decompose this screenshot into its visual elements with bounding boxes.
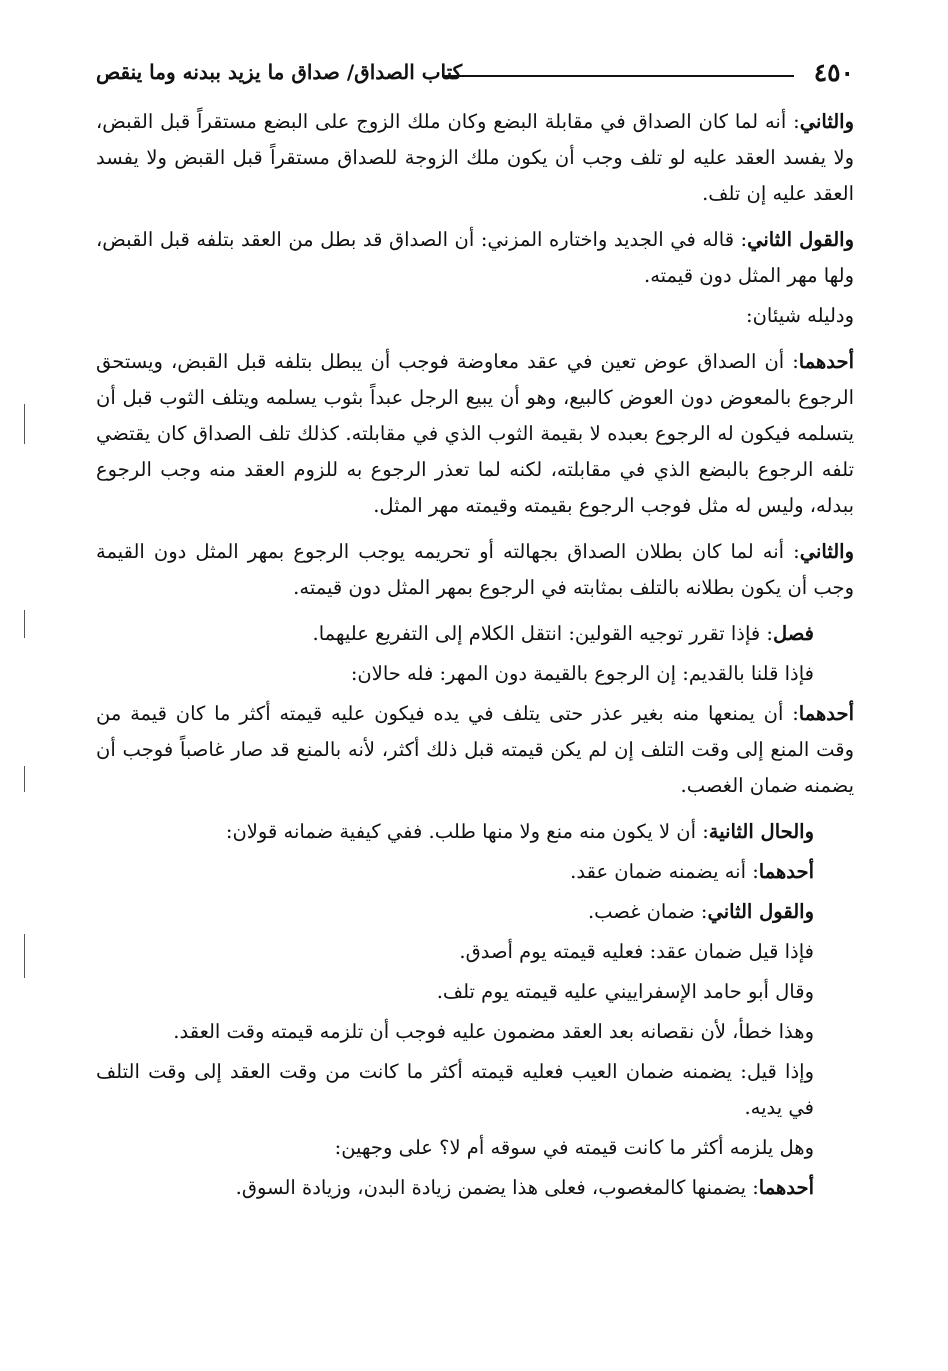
paragraph: [96, 534, 854, 606]
paragraph-text: : أن الصداق عوض تعين في عقد معاوضة فوجب أن يبطل بتلفه قبل القبض، ويستحق الرجوع بالمعوض دون العوض كالبيع، وهو أن يبيع الرجل عبداً بثوب يسلمه ويتلف الثوب قبل أن يتسلمه فيكون له الرجوع بعبده لا بقيمة الثوب الذي في مقابلته. كذلك تلف الصداق كان يقتضي تلفه الرجوع بالبضع الذي في مقابلته، لكنه لما تعذر الرجوع به للزوم العقد منه وجب الرجوع ببدله، وليس له مثل فوجب الرجوع بقيمته وقيمته مهر المثل.: [96, 350, 854, 517]
paragraph: [96, 1014, 854, 1050]
paragraph-text: فإذا قيل ضمان عقد: فعليه قيمته يوم أصدق.: [459, 940, 814, 963]
paragraph: [96, 222, 854, 294]
paragraph: [96, 814, 854, 850]
page-header: [96, 58, 854, 90]
paragraph: [96, 298, 854, 334]
paragraph: [96, 854, 854, 890]
paragraph-text: وقال أبو حامد الإسفراييني عليه قيمته يوم تلف.: [436, 980, 814, 1003]
paragraph: [96, 1054, 854, 1126]
paragraph: [96, 696, 854, 804]
paragraph: [96, 104, 854, 212]
header-rule: [442, 75, 794, 77]
page-body: [96, 104, 854, 1210]
paragraph-text: : أنه يضمنه ضمان عقد.: [570, 860, 759, 883]
paragraph-text: ودليله شيئان:: [746, 304, 854, 327]
paragraph: [96, 656, 854, 692]
paragraph-lead: والثاني: [799, 540, 854, 563]
page-number: ٤٥٠: [813, 58, 854, 87]
paragraph: [96, 1130, 854, 1166]
paragraph: [96, 934, 854, 970]
paragraph-lead: والحال الثانية: [708, 820, 814, 843]
paragraph-text: وهل يلزمه أكثر ما كانت قيمته في سوقه أم لا؟ على وجهين:: [334, 1136, 814, 1159]
margin-mark: [24, 934, 25, 978]
paragraph-lead: أحدهما: [798, 350, 854, 373]
paragraph-text: : أن يمنعها منه بغير عذر حتى يتلف في يده فيكون عليه قيمته أكثر ما كان قيمة من وقت المنع إلى وقت التلف إن لم يكن قيمته قبل ذلك أكثر، لأنه بالمنع قد صار غاصباً فوجب أن يضمنه ضمان الغصب.: [96, 702, 854, 797]
paragraph-text: : فإذا تقرر توجيه القولين: انتقل الكلام إلى التفريع عليهما.: [312, 622, 773, 645]
paragraph: [96, 974, 854, 1010]
paragraph-lead: والقول الثاني: [747, 228, 854, 251]
paragraph: [96, 616, 854, 652]
paragraph-lead: فصل: [773, 622, 814, 645]
margin-mark: [24, 404, 25, 444]
paragraph-text: وإذا قيل: يضمنه ضمان العيب فعليه قيمته أكثر ما كانت من وقت العقد إلى وقت التلف في يديه.: [96, 1060, 814, 1119]
paragraph-lead: والقول الثاني: [707, 900, 814, 923]
paragraph-lead: أحدهما: [758, 860, 814, 883]
paragraph-text: فإذا قلنا بالقديم: إن الرجوع بالقيمة دون المهر: فله حالان:: [350, 662, 814, 685]
paragraph-text: : أنه لما كان بطلان الصداق بجهالته أو تحريمه يوجب الرجوع بمهر المثل دون القيمة وجب أن يكون بطلانه بالتلف بمثابته في الرجوع بمهر المثل دون قيمته.: [96, 540, 854, 599]
running-title: كتاب الصداق/ صداق ما يزيد ببدنه وما ينقص: [96, 60, 463, 84]
paragraph-lead: والثاني: [799, 110, 854, 133]
paragraph: [96, 1170, 854, 1206]
paragraph: [96, 344, 854, 524]
paragraph-text: : ضمان غصب.: [587, 900, 708, 923]
margin-mark: [24, 766, 25, 792]
paragraph-lead: أحدهما: [758, 1176, 814, 1199]
paragraph-text: وهذا خطأ، لأن نقصانه بعد العقد مضمون عليه فوجب أن تلزمه قيمته وقت العقد.: [173, 1020, 814, 1043]
margin-mark: [24, 610, 25, 638]
paragraph-text: : يضمنها كالمغصوب، فعلى هذا يضمن زيادة البدن، وزيادة السوق.: [235, 1176, 759, 1199]
paragraph-lead: أحدهما: [798, 702, 854, 725]
paragraph-text: : أن لا يكون منه منع ولا منها طلب. ففي كيفية ضمانه قولان:: [225, 820, 709, 843]
paragraph-text: : قاله في الجديد واختاره المزني: أن الصداق قد بطل من العقد بتلفه قبل القبض، ولها مهر المثل دون قيمته.: [96, 228, 854, 287]
paragraph: [96, 894, 854, 930]
paragraph-text: : أنه لما كان الصداق في مقابلة البضع وكان ملك الزوج على البضع مستقراً قبل القبض، ولا يفسد العقد عليه لو تلف وجب أن يكون ملك الزوجة للصداق مستقراً قبل القبض ولا يفسد العقد عليه إن تلف.: [96, 110, 854, 205]
